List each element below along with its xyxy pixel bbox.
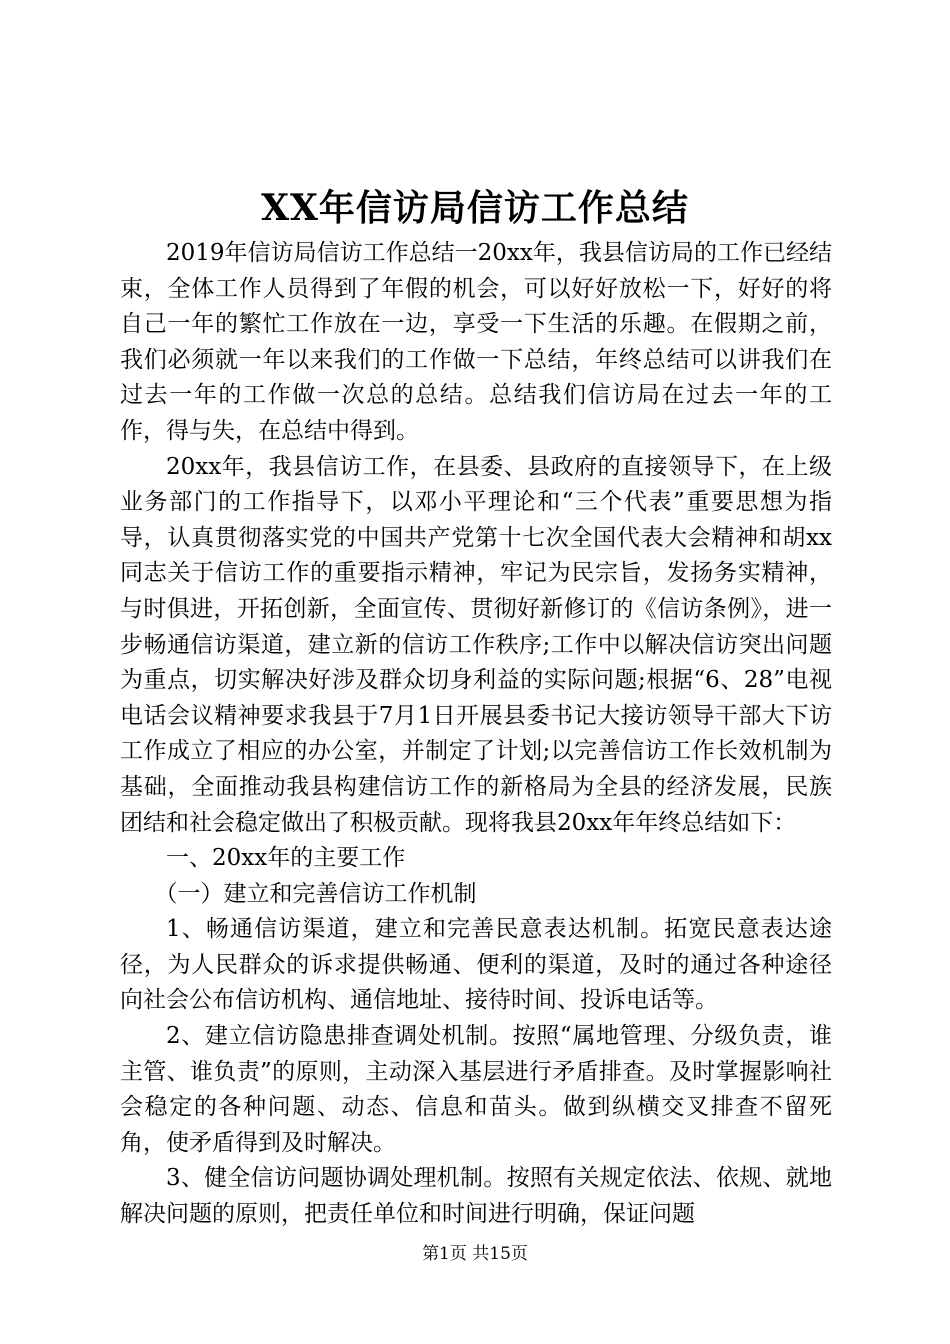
list-item: 1、畅通信访渠道，建立和完善民意表达机制。拓宽民意表达途径，为人民群众的诉求提供畅通、便利的渠道，及时的通过各种途径向社会公布信访机构、通信地址、接待时间、投诉电话等。 [120,916,832,1014]
document-title: XX年信访局信访工作总结 [261,187,689,229]
list-item: 2、建立信访隐患排查调处机制。按照“属地管理、分级负责，谁主管、谁负责”的原则，主动深入基层进行矛盾排查。及时掌握影响社会稳定的各种问题、动态、信息和苗头。做到纵横交叉排查不留死角，使矛盾得到及时解决。 [120,1023,832,1156]
document-body [120,236,832,1233]
intro-paragraph: 2019年信访局信访工作总结一20xx年，我县信访局的工作已经结束，全体工作人员得到了年假的机会，可以好好放松一下，好好的将自己一年的繁忙工作放在一边，享受一下生活的乐趣。在假期之前，我们必须就一年以来我们的工作做一下总结，年终总结可以讲我们在过去一年的工作做一次总的总结。总结我们信访局在过去一年的工作，得与失，在总结中得到。 [120,240,832,444]
list-item: 3、健全信访问题协调处理机制。按照有关规定依法、依规、就地解决问题的原则，把责任单位和时间进行明确，保证问题 [120,1165,832,1228]
subsection-heading: （一）建立和完善信访工作机制 [154,880,477,907]
summary-paragraph: 20xx年，我县信访工作，在县委、县政府的直接领导下，在上级业务部门的工作指导下，以邓小平理论和“三个代表”重要思想为指导，认真贯彻落实党的中国共产党第十七次全国代表大会精神和胡xx同志关于信访工作的重要指示精神，牢记为民宗旨，发扬务实精神，与时俱进，开拓创新，全面宣传、贯彻好新修订的《信访条例》，进一步畅通信访渠道，建立新的信访工作秩序;工作中以解决信访突出问题为重点，切实解决好涉及群众切身利益的实际问题;根据“6、28”电视电话会议精神要求我县于7月1日开展县委书记大接访领导干部大下访工作成立了相应的办公室，并制定了计划;以完善信访工作长效机制为基础，全面推动我县构建信访工作的新格局为全县的经济发展，民族团结和社会稳定做出了积极贡献。现将我县20xx年年终总结如下： [120,453,832,836]
section-heading: 一、20xx年的主要工作 [166,845,406,872]
page-footer: 第1页 共15页 [422,1244,528,1264]
